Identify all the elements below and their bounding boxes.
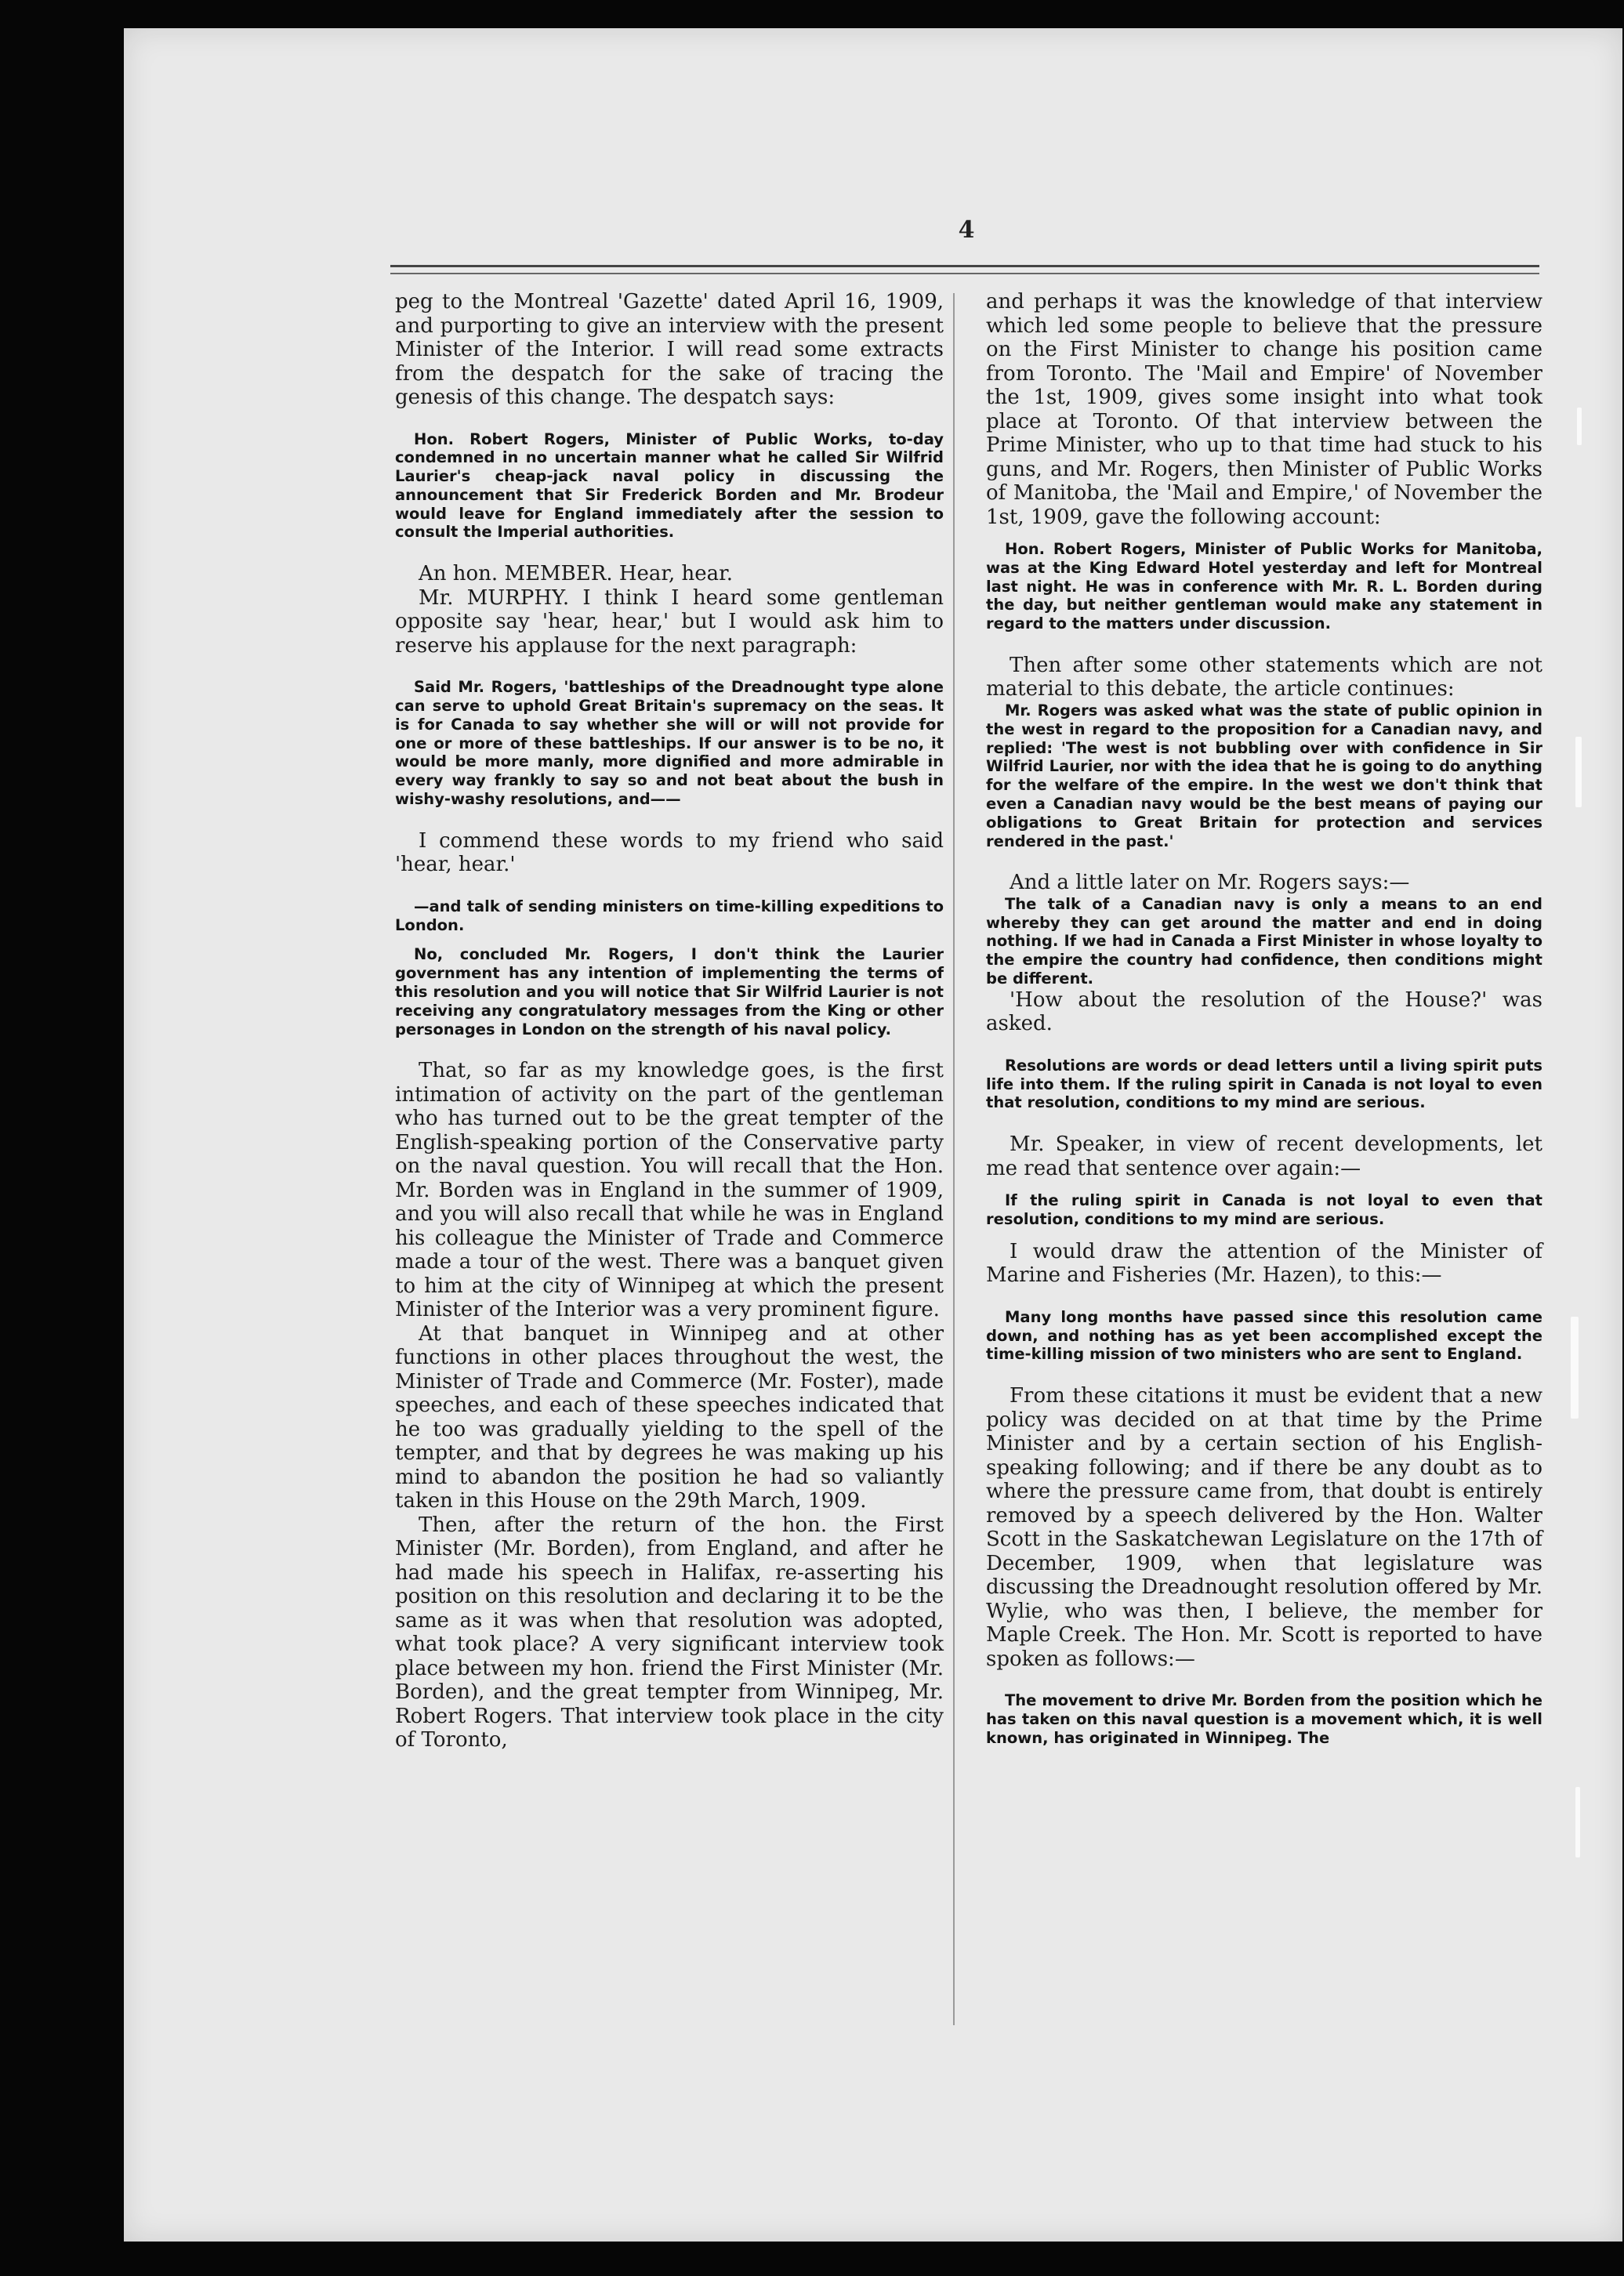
header-rule-secondary [390, 273, 1539, 274]
quoted-passage: Many long months have passed since this resolution came down, and nothing has as yet been accomplished except the time-killing mission of two ministers who are sent to England. [986, 1307, 1542, 1364]
body-paragraph: That, so far as my knowledge goes, is the first intimation of activity on the part of the gentleman who has turned out to be the great tempter of the English-speaking portion of the Conservative party on the naval question. You will recall that the Hon. Mr. Borden was in England in the summer of 1909, and you will also recall that while he was in England his colleague the Minister of Trade and Commerce made a tour of the west. There was a banquet given to him at the city of Winnipeg at which the present Minister of the Interior was a very prominent figure. [395, 1059, 944, 1322]
quoted-passage: No, concluded Mr. Rogers, I don't think the Laurier government has any intention of implementing the terms of this resolution and you will notice that Sir Wilfrid Laurier is not receiving any congratulatory messages from the King or other personages in London on the strength of his naval policy. [395, 945, 944, 1038]
body-paragraph: Mr. MURPHY. I think I heard some gentleman opposite say 'hear, hear,' but I would ask him to reserve his applause for the next paragraph: [395, 585, 944, 658]
scan-mark [1575, 1787, 1580, 1857]
body-paragraph: 'How about the resolution of the House?' was asked. [986, 988, 1542, 1036]
quoted-passage: The talk of a Canadian navy is only a means to an end whereby they can get around the matter and end in doing nothing. If we had in Canada a First Minister in whose loyalty to the empire the country had confidence, then conditions might be different. [986, 894, 1542, 988]
right-column [986, 290, 1542, 1748]
quoted-passage: Hon. Robert Rogers, Minister of Public Works for Manitoba, was at the King Edward Hotel yesterday and left for Montreal last night. He was in conference with Mr. R. L. Borden during the day, but neither gentleman would make any statement in regard to the matters under discussion. [986, 540, 1542, 633]
body-paragraph: Mr. Speaker, in view of recent developments, let me read that sentence over again:— [986, 1133, 1542, 1180]
body-paragraph: Then after some other statements which are not material to this debate, the article continues: [986, 653, 1542, 701]
body-paragraph: And a little later on Mr. Rogers says:— [1010, 871, 1410, 895]
body-paragraph: At that banquet in Winnipeg and at other functions in other places throughout the west, the Minister of Trade and Commerce (Mr. Foster), made speeches, and each of these speeches indicated that he too was gradually yielding to the spell of the tempter, and that by degrees he was making up his mind to abandon the position he had so valiantly taken in this House on the 29th March, 1909. [395, 1321, 944, 1513]
quoted-passage: Resolutions are words or dead letters until a living spirit puts life into them. If the ruling spirit in Canada is not loyal to even that resolution, conditions to my mind are serious. [986, 1056, 1542, 1112]
scan-mark [1577, 408, 1582, 445]
quoted-passage: —and talk of sending ministers on time-killing expeditions to London. [395, 897, 944, 934]
quoted-passage: If the ruling spirit in Canada is not loyal to even that resolution, conditions to my mind are serious. [986, 1191, 1542, 1229]
body-paragraph: I commend these words to my friend who said 'hear, hear.' [395, 828, 944, 877]
header-rule [390, 265, 1539, 267]
quoted-passage: Hon. Robert Rogers, Minister of Public Works, to-day condemned in no uncertain manner what he called Sir Wilfrid Laurier's cheap-jack naval policy in discussing the announcement that Sir Frederick Borden and Mr. Brodeur would leave for England immediately after the session to consult the Imperial authorities. [395, 429, 944, 542]
quoted-passage: Mr. Rogers was asked what was the state of public opinion in the west in regard to the proposition for a Canadian navy, and replied: 'The west is not bubbling over with confidence in Sir Wilfrid Laurier, nor with the idea that he is going to do anything for the welfare of the empire. In the west we don't think that even a Canadian navy would be the best means of paying our obligations to Great Britain for protection and services rendered in the past.' [986, 701, 1542, 850]
quoted-passage: Said Mr. Rogers, 'battleships of the Dreadnought type alone can serve to uphold Great Britain's supremacy on the seas. It is for Canada to say whether she will or will not provide for one or more of these battleships. If our answer is to be no, it would be more manly, more dignified and more admirable in every way frankly to say so and not beat about the bush in wishy-washy resolutions, and—— [395, 678, 944, 809]
body-paragraph: peg to the Montreal 'Gazette' dated April 16, 1909, and purporting to give an interview with the present Minister of the Interior. I will read some extracts from the despatch for the sake of tracing the genesis of this change. The despatch says: [395, 290, 944, 409]
scan-mark [1575, 737, 1582, 807]
body-paragraph: I would draw the attention of the Minister of Marine and Fisheries (Mr. Hazen), to this:— [986, 1239, 1542, 1288]
column-divider [953, 293, 955, 2025]
body-paragraph: An hon. MEMBER. Hear, hear. [419, 562, 734, 586]
page-number: 4 [958, 216, 975, 244]
body-paragraph: From these citations it must be evident that a new policy was decided on at that time by the Prime Minister and by a certain section of his English-speaking following; and if there be any doubt as to where the pressure came from, that doubt is entirely removed by a speech delivered by the Hon. Walter Scott in the Saskatchewan Legislature on the 17th of December, 1909, when that legislature was discussing the Dreadnought resolution offered by Mr. Wylie, who was then, I believe, the member for Maple Creek. The Hon. Mr. Scott is reported to have spoken as follows:— [986, 1384, 1542, 1671]
quoted-passage: The movement to drive Mr. Borden from the position which he has taken on this naval question is a movement which, it is well known, has originated in Winnipeg. The [986, 1691, 1542, 1747]
body-paragraph: Then, after the return of the hon. the First Minister (Mr. Borden), from England, and after he had made his speech in Halifax, re-asserting his position on this resolution and declaring it to be the same as it was when that resolution was adopted, what took place? A very significant interview took place between my hon. friend the First Minister (Mr. Borden), and the great tempter from Winnipeg, Mr. Robert Rogers. That interview took place in the city of Toronto, [395, 1513, 944, 1752]
body-paragraph: and perhaps it was the knowledge of that interview which led some people to believe that the pressure on the First Minister to change his position came from Toronto. The 'Mail and Empire' of November the 1st, 1909, gives some insight into what took place at Toronto. Of that interview between the Prime Minister, who up to that time had stuck to his guns, and Mr. Rogers, then Minister of Public Works of Manitoba, the 'Mail and Empire,' of November the 1st, 1909, gave the following account: [986, 290, 1542, 529]
scan-mark [1571, 1317, 1579, 1419]
left-column [395, 290, 944, 1752]
document-page [124, 28, 1622, 2242]
